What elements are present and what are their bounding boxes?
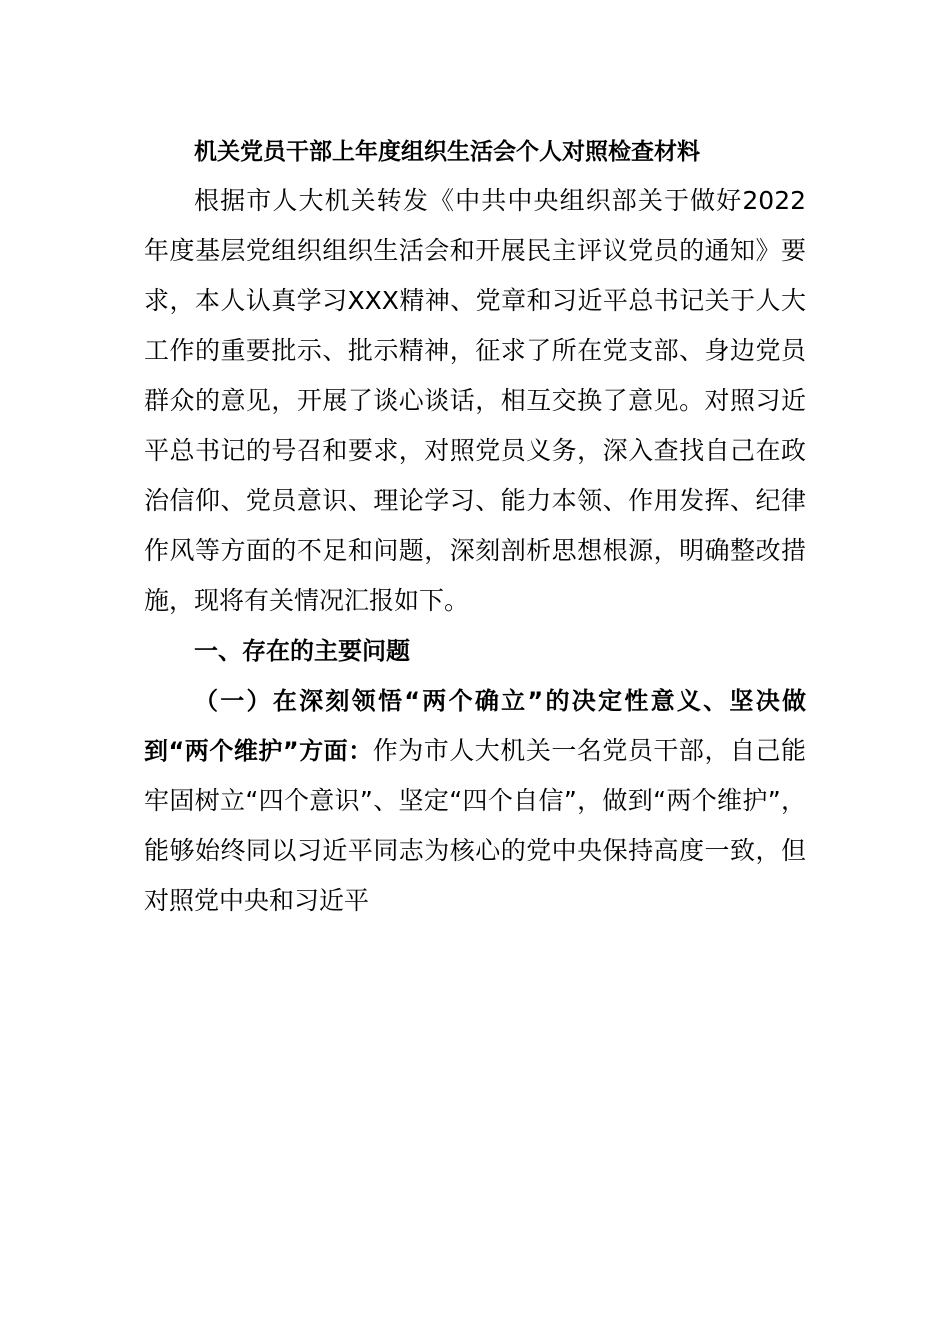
subsection-paragraph xyxy=(144,676,806,926)
subsection-body: 作为市人大机关一名党员干部，自己能牢固树立“四个意识”、坚定“四个自信”，做到“两个维护”，能够始终同以习近平同志为核心的党中央保持高度一致，但对照党中央和习近平 xyxy=(144,736,806,915)
section-heading: 一、存在的主要问题 xyxy=(194,637,410,665)
document-title: 机关党员干部上年度组织生活会个人对照检查材料 xyxy=(194,139,700,165)
intro-paragraph: 根据市人大机关转发《中共中央组织部关于做好2022年度基层党组织组织生活会和开展民主评议党员的通知》要求，本人认真学习XXX精神、党章和习近平总书记关于人大工作的重要批示、批示精神，征求了所在党支部、身边党员群众的意见，开展了谈心谈话，相互交换了意见。对照习近平总书记的号召和要求，对照党员义务，深入查找自己在政治信仰、党员意识、理论学习、能力本领、作用发挥、纪律作风等方面的不足和问题，深刻剖析思想根源，明确整改措施，现将有关情况汇报如下。 xyxy=(144,186,806,615)
subsection-lead: （一）在深刻领悟“两个确立”的决定性意义、坚决做到“两个维护”方面： xyxy=(144,687,806,765)
document-body xyxy=(144,128,806,926)
